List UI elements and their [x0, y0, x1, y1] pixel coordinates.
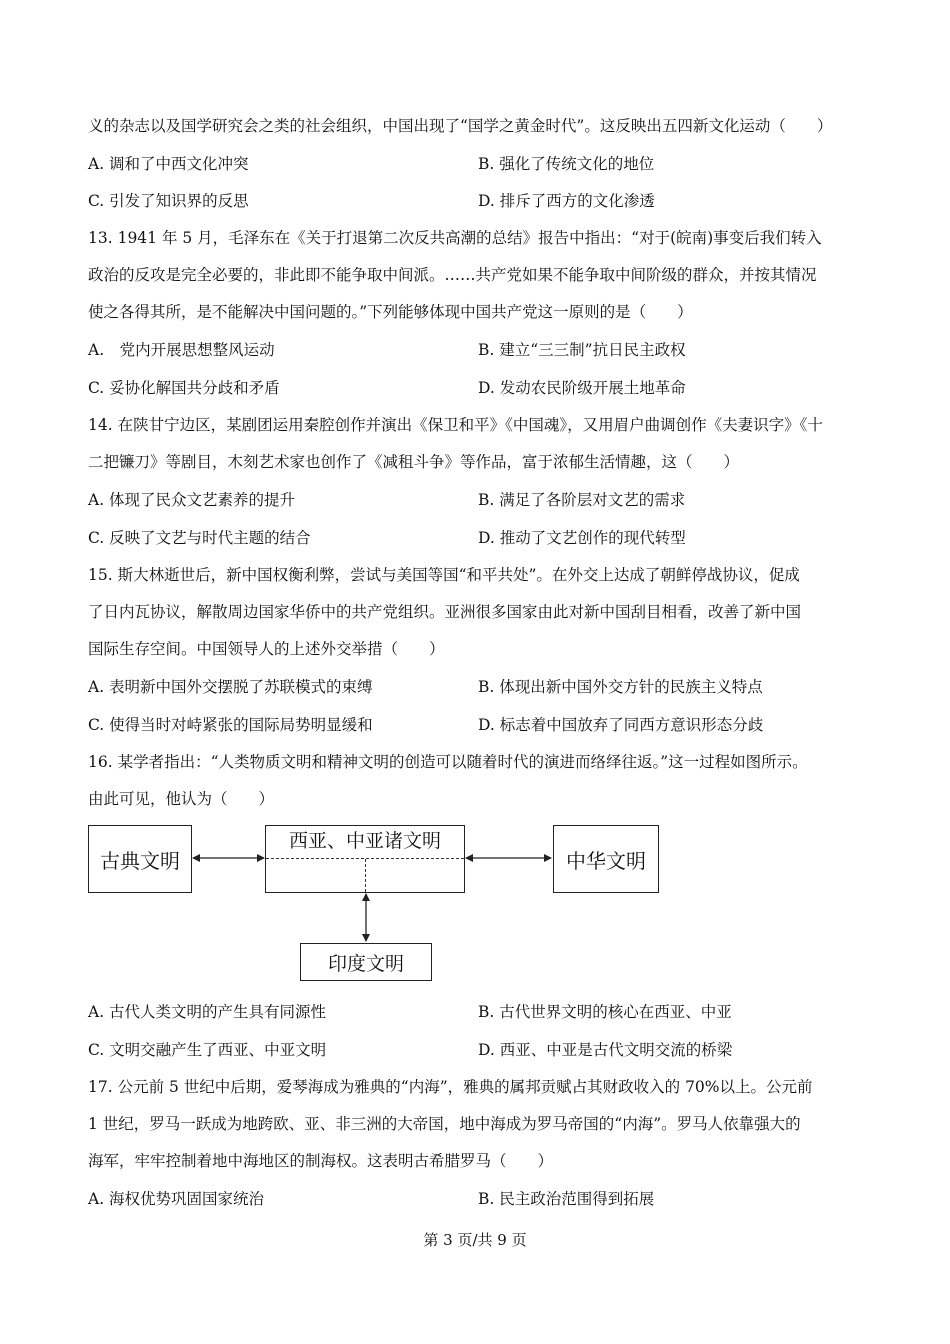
q12-option-d[interactable]: D. 排斥了西方的文化渗透	[478, 192, 655, 210]
q13-stem-line-2: 政治的反攻是完全必要的，非此即不能争取中间派。……共产党如果不能争取中间阶级的群众，并按其情况	[88, 266, 817, 284]
q16-option-b[interactable]: B. 古代世界文明的核心在西亚、中亚	[478, 1003, 732, 1021]
diagram-box-indian	[300, 943, 432, 981]
q13-option-d[interactable]: D. 发动农民阶级开展土地革命	[478, 379, 686, 397]
q14-option-a[interactable]: A. 体现了民众文艺素养的提升	[88, 491, 296, 509]
q16-stem-line-1: 16. 某学者指出：“人类物质文明和精神文明的创造可以随着时代的演进而络绎往返。”这一过程如图所示。	[88, 753, 808, 771]
q17-stem-line-2: 1 世纪，罗马一跃成为地跨欧、亚、非三洲的大帝国，地中海成为罗马帝国的“内海”。罗马人依靠强大的	[88, 1115, 801, 1133]
q16-option-c[interactable]: C. 文明交融产生了西亚、中亚文明	[88, 1041, 327, 1059]
diagram-dashed-vertical	[365, 859, 366, 892]
q14-option-d[interactable]: D. 推动了文艺创作的现代转型	[478, 529, 686, 547]
diagram-box-chinese	[553, 825, 659, 893]
q15-option-b[interactable]: B. 体现出新中国外交方针的民族主义特点	[478, 678, 763, 696]
q14-stem-line-2: 二把镰刀》等剧目，木刻艺术家也创作了《减租斗争》等作品，富于浓郁生活情趣，这（ ）	[88, 453, 740, 471]
q17-stem-line-3: 海军，牢牢控制着地中海地区的制海权。这表明古希腊罗马（ ）	[88, 1152, 554, 1170]
q15-option-d[interactable]: D. 标志着中国放弃了同西方意识形态分歧	[478, 716, 764, 734]
q14-stem-line-1: 14. 在陕甘宁边区，某剧团运用秦腔创作并演出《保卫和平》《中国魂》，又用眉户曲调创作《夫妻识字》《十	[88, 416, 823, 434]
q16-stem-line-2: 由此可见，他认为（ ）	[88, 790, 275, 808]
q13-stem-line-3: 使之各得其所，是不能解决中国问题的。”下列能够体现中国共产党这一原则的是（ ）	[88, 303, 693, 321]
diagram-label-indian: 印度文明	[327, 952, 404, 975]
diagram-label-central-asia: 西亚、中亚诸文明	[288, 830, 441, 852]
diagram-box-classical	[88, 825, 192, 893]
q15-option-c[interactable]: C. 使得当时对峙紧张的国际局势明显缓和	[88, 716, 373, 734]
q12-option-a[interactable]: A. 调和了中西文化冲突	[88, 155, 249, 173]
q16-option-d[interactable]: D. 西亚、中亚是古代文明交流的桥梁	[478, 1041, 733, 1059]
diagram-box-central-asia	[265, 825, 465, 893]
q12-option-b[interactable]: B. 强化了传统文化的地位	[478, 155, 655, 173]
q12-stem-continuation: 义的杂志以及国学研究会之类的社会组织，中国出现了“国学之黄金时代”。这反映出五四新文化运动（ ）	[88, 117, 833, 135]
q15-stem-line-2: 了日内瓦协议，解散周边国家华侨中的共产党组织。亚洲很多国家由此对新中国刮目相看，改善了新中国	[88, 603, 802, 621]
q15-stem-line-1: 15. 斯大林逝世后，新中国权衡利弊，尝试与美国等国“和平共处”。在外交上达成了朝鲜停战协议，促成	[88, 566, 800, 584]
q16-option-a[interactable]: A. 古代人类文明的产生具有同源性	[88, 1003, 327, 1021]
q13-option-a[interactable]: A. 党内开展思想整风运动	[88, 341, 275, 359]
q17-option-b[interactable]: B. 民主政治范围得到拓展	[478, 1190, 655, 1208]
diagram-label-classical: 古典文明	[100, 848, 180, 873]
q12-option-c[interactable]: C. 引发了知识界的反思	[88, 192, 249, 210]
q14-option-c[interactable]: C. 反映了文艺与时代主题的结合	[88, 529, 311, 547]
q13-option-b[interactable]: B. 建立“三三制”抗日民主政权	[478, 341, 686, 359]
q15-option-a[interactable]: A. 表明新中国外交摆脱了苏联模式的束缚	[88, 678, 373, 696]
q14-option-b[interactable]: B. 满足了各阶层对文艺的需求	[478, 491, 686, 509]
q15-stem-line-3: 国际生存空间。中国领导人的上述外交举措（ ）	[88, 640, 445, 658]
diagram-label-chinese: 中华文明	[566, 848, 646, 873]
q13-stem-line-1: 13. 1941 年 5 月，毛泽东在《关于打退第二次反共高潮的总结》报告中指出：“对于(皖南)事变后我们转入	[88, 229, 822, 247]
q13-option-c[interactable]: C. 妥协化解国共分歧和矛盾	[88, 379, 280, 397]
q17-stem-line-1: 17. 公元前 5 世纪中后期，爱琴海成为雅典的“内海”，雅典的属邦贡赋占其财政收入的 70%以上。公元前	[88, 1078, 813, 1096]
q17-option-a[interactable]: A. 海权优势巩固国家统治	[88, 1190, 265, 1208]
page-number: 第 3 页/共 9 页	[423, 1231, 527, 1249]
